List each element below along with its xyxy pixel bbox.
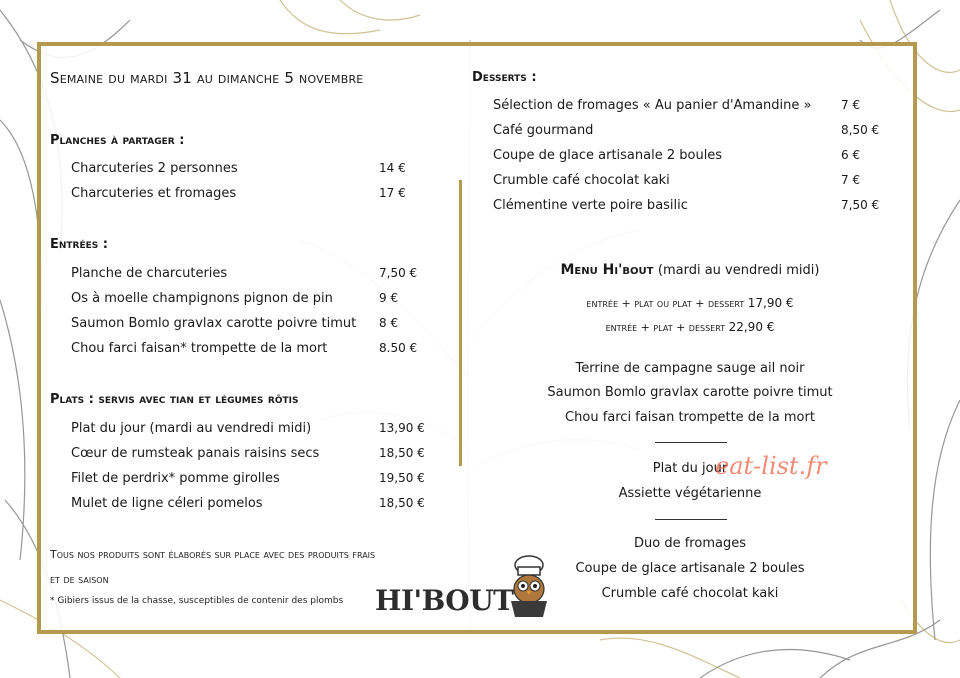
entrees-item-name: Planche de charcuteries <box>71 266 228 281</box>
entrees-heading: Entrées : <box>50 237 108 252</box>
entrees-item-name: Saumon Bomlo gravlax carotte poivre timut <box>71 316 357 331</box>
plats-item-name: Filet de perdrix* pomme girolles <box>71 471 280 486</box>
menu-plat: Assiette végétarienne <box>618 486 762 501</box>
desserts-item-name: Coupe de glace artisanale 2 boules <box>493 148 723 163</box>
desserts-item-price: 7 € <box>841 98 861 112</box>
formula-1-price: 17,90 € <box>747 296 794 310</box>
desserts-item-price: 8,50 € <box>841 123 880 137</box>
desserts-heading: Desserts : <box>472 70 537 85</box>
menu-separator <box>655 519 727 520</box>
week-title: Semaine du mardi 31 au dimanche 5 novembre <box>50 69 364 87</box>
plats-heading <box>50 392 298 407</box>
plats-item-price: 19,50 € <box>379 471 425 485</box>
formula-1 <box>500 296 880 310</box>
desserts-item-name: Sélection de fromages « Au panier d'Amandine » <box>493 98 812 113</box>
menu-subtitle: (mardi au vendredi midi) <box>657 263 820 278</box>
planches-item-name: Charcuteries 2 personnes <box>71 161 238 176</box>
menu-entree: Chou farci faisan trompette de la mort <box>565 410 815 425</box>
plats-item-name: Cœur de rumsteak panais raisins secs <box>71 446 320 461</box>
plats-item-name: Mulet de ligne céleri pomelos <box>71 496 263 511</box>
formula-2-price: 22,90 € <box>728 320 775 334</box>
menu-separator <box>655 442 727 443</box>
entrees-item-name: Os à moelle champignons pignon de pin <box>71 291 333 306</box>
plats-subheading: servis avec tian et légumes rôtis <box>98 392 299 407</box>
plats-item-price: 13,90 € <box>379 421 425 435</box>
plats-item-name: Plat du jour (mardi au vendredi midi) <box>71 421 312 436</box>
entrees-item-price: 7,50 € <box>379 266 418 280</box>
menu-dessert: Crumble café chocolat kaki <box>601 586 779 601</box>
menu-title-label: Menu Hi'bout <box>560 262 654 278</box>
desserts-item-name: Clémentine verte poire basilic <box>493 198 688 213</box>
formula-2-label: entrée + plat + dessert <box>605 321 726 334</box>
plats-item-price: 18,50 € <box>379 496 425 510</box>
formula-2 <box>500 320 880 334</box>
menu-dessert: Coupe de glace artisanale 2 boules <box>575 561 805 576</box>
entrees-item-price: 8.50 € <box>379 341 418 355</box>
plats-item-price: 18,50 € <box>379 446 425 460</box>
entrees-item-price: 9 € <box>379 291 399 305</box>
formula-1-label: entrée + plat ou plat + dessert <box>586 297 745 310</box>
menu-dessert: Duo de fromages <box>634 536 746 551</box>
desserts-item-name: Café gourmand <box>493 123 594 138</box>
entrees-item-price: 8 € <box>379 316 399 330</box>
menu-title <box>500 262 880 278</box>
desserts-item-price: 7 € <box>841 173 861 187</box>
products-note-line1: Tous nos produits sont élaborés sur place avec des produits frais <box>50 548 376 561</box>
planches-item-price: 14 € <box>379 161 406 175</box>
desserts-item-name: Crumble café chocolat kaki <box>493 173 670 188</box>
game-footnote: * Gibiers issus de la chasse, susceptibles de contenir des plombs <box>50 596 344 606</box>
planches-item-price: 17 € <box>379 186 406 200</box>
entrees-item-name: Chou farci faisan* trompette de la mort <box>71 341 328 356</box>
menu-plat: Plat du jour <box>652 461 728 476</box>
menu-entree: Saumon Bomlo gravlax carotte poivre timut <box>547 385 833 400</box>
planches-item-name: Charcuteries et fromages <box>71 186 237 201</box>
column-divider <box>459 180 462 466</box>
plats-heading-label: Plats : <box>50 392 94 407</box>
hibout-logo: HI'BOUT <box>375 584 514 617</box>
planches-heading: Planches à partager : <box>50 133 185 148</box>
watermark-link[interactable]: eat-list.fr <box>715 452 827 480</box>
menu-entree: Terrine de campagne sauge ail noir <box>575 361 805 376</box>
products-note-line2: et de saison <box>50 573 109 586</box>
desserts-item-price: 7,50 € <box>841 198 880 212</box>
desserts-item-price: 6 € <box>841 148 861 162</box>
